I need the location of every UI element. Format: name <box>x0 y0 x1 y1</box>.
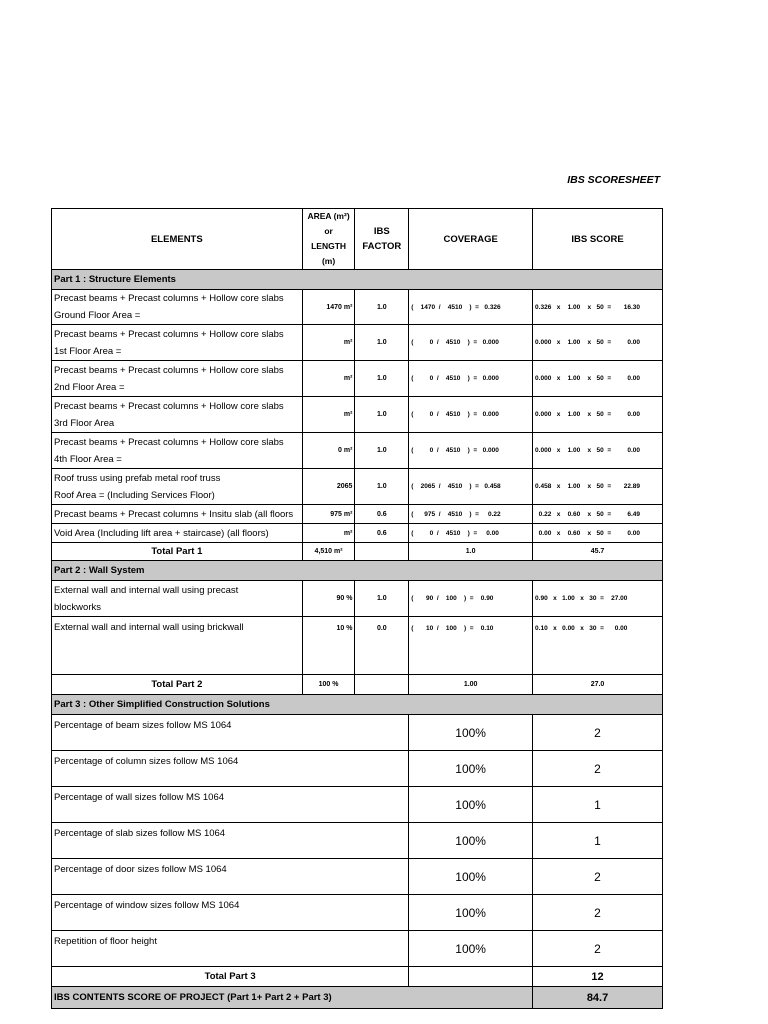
part1-heading <box>52 270 663 290</box>
element-line1: Precast beams + Precast columns + Hollow core slabs <box>54 436 284 448</box>
coverage-cell: 100% <box>409 895 533 931</box>
total-part2-factor <box>355 675 409 695</box>
ibs-scoresheet-table <box>51 208 663 1009</box>
coverage-cell: 100% <box>409 859 533 895</box>
final-score-row <box>52 987 663 1009</box>
coverage-cell: ( 0 / 4510 ) = 0.00 <box>409 524 533 543</box>
factor-cell: 1.0 <box>355 361 409 397</box>
table-row <box>52 823 663 859</box>
total-part1-area: 4,510 m² <box>302 543 355 561</box>
coverage-cell: ( 0 / 4510 ) = 0.000 <box>409 361 533 397</box>
header-coverage: COVERAGE <box>409 209 533 270</box>
table-row <box>52 361 663 397</box>
total-part2-area: 100 % <box>302 675 355 695</box>
area-cell: 2065 <box>302 469 355 505</box>
total-part2-label: Total Part 2 <box>52 675 303 695</box>
area-cell: 1470 m² <box>302 290 355 325</box>
table-row <box>52 751 663 787</box>
element-line1: External wall and internal wall using precast <box>54 584 239 596</box>
total-part2-coverage: 1.00 <box>409 675 533 695</box>
element-cell <box>52 524 303 543</box>
header-factor-line1: IBS <box>373 226 390 237</box>
table-row <box>52 581 663 617</box>
score-cell: 1 <box>533 787 663 823</box>
total-part3-label: Total Part 3 <box>52 967 409 987</box>
element-cell <box>52 581 303 617</box>
total-part1-row <box>52 543 663 561</box>
element-cell <box>52 397 303 433</box>
coverage-cell: ( 975 / 4510 ) = 0.22 <box>409 505 533 524</box>
element-line2: 2nd Floor Area = <box>54 381 125 393</box>
element-line1: Void Area (Including lift area + staircase) (all floors) <box>54 527 269 539</box>
table-row <box>52 715 663 751</box>
factor-cell: 0.6 <box>355 524 409 543</box>
element-cell: Percentage of slab sizes follow MS 1064 <box>52 823 409 859</box>
coverage-cell: 100% <box>409 931 533 967</box>
element-cell: Percentage of wall sizes follow MS 1064 <box>52 787 409 823</box>
factor-cell: 1.0 <box>355 290 409 325</box>
coverage-cell: 100% <box>409 823 533 859</box>
header-score: IBS SCORE <box>533 209 663 270</box>
element-line2: 4th Floor Area = <box>54 453 122 465</box>
score-cell: 0.000 x 1.00 x 50 = 0.00 <box>533 433 663 469</box>
coverage-cell: 100% <box>409 787 533 823</box>
coverage-cell: ( 2065 / 4510 ) = 0.458 <box>409 469 533 505</box>
element-cell <box>52 290 303 325</box>
area-cell: m² <box>302 325 355 361</box>
element-line2: 1st Floor Area = <box>54 345 122 357</box>
area-cell: 975 m² <box>302 505 355 524</box>
coverage-cell: ( 1470 / 4510 ) = 0.326 <box>409 290 533 325</box>
total-part1-factor <box>355 543 409 561</box>
header-factor-line2: FACTOR <box>362 241 402 252</box>
score-cell: 0.22 x 0.60 x 50 = 6.49 <box>533 505 663 524</box>
table-row <box>52 469 663 505</box>
factor-cell: 1.0 <box>355 433 409 469</box>
score-cell: 0.326 x 1.00 x 50 = 16.30 <box>533 290 663 325</box>
table-body <box>52 209 663 1009</box>
total-part2-row <box>52 675 663 695</box>
table-row <box>52 787 663 823</box>
header-row <box>52 209 663 270</box>
table-row <box>52 617 663 675</box>
coverage-cell: 100% <box>409 715 533 751</box>
element-cell <box>52 433 303 469</box>
table-row <box>52 325 663 361</box>
element-line1: Precast beams + Precast columns + Insitu slab (all floors <box>54 508 294 520</box>
factor-cell: 1.0 <box>355 581 409 617</box>
element-cell <box>52 617 303 675</box>
total-part2-score: 27.0 <box>533 675 663 695</box>
element-cell <box>52 469 303 505</box>
element-cell: Percentage of door sizes follow MS 1064 <box>52 859 409 895</box>
table-row <box>52 859 663 895</box>
part2-heading <box>52 561 663 581</box>
table-row <box>52 397 663 433</box>
part2-heading-label: Part 2 : Wall System <box>52 561 663 581</box>
total-part3-row <box>52 967 663 987</box>
header-elements: ELEMENTS <box>52 209 303 270</box>
total-part3-coverage <box>409 967 533 987</box>
header-factor <box>355 209 409 270</box>
element-cell <box>52 505 303 524</box>
factor-cell: 0.0 <box>355 617 409 675</box>
element-line1: Precast beams + Precast columns + Hollow core slabs <box>54 293 284 304</box>
coverage-cell: ( 0 / 4510 ) = 0.000 <box>409 325 533 361</box>
score-cell: 2 <box>533 715 663 751</box>
score-cell: 0.458 x 1.00 x 50 = 22.89 <box>533 469 663 505</box>
total-part3-score: 12 <box>533 967 663 987</box>
element-cell: Percentage of column sizes follow MS 1064 <box>52 751 409 787</box>
score-cell: 0.000 x 1.00 x 50 = 0.00 <box>533 397 663 433</box>
score-cell: 0.00 x 0.60 x 50 = 0.00 <box>533 524 663 543</box>
final-score-value: 84.7 <box>533 987 663 1009</box>
table-row <box>52 290 663 325</box>
area-cell: m² <box>302 361 355 397</box>
part3-heading-label: Part 3 : Other Simplified Construction Solutions <box>52 695 663 715</box>
score-cell: 2 <box>533 895 663 931</box>
element-line1: Precast beams + Precast columns + Hollow core slabs <box>54 328 284 340</box>
score-cell: 2 <box>533 751 663 787</box>
total-part1-coverage: 1.0 <box>409 543 533 561</box>
coverage-cell: ( 10 / 100 ) = 0.10 <box>409 617 533 675</box>
element-line2: Ground Floor Area = <box>54 310 141 321</box>
table-row <box>52 524 663 543</box>
coverage-cell: 100% <box>409 751 533 787</box>
table-row <box>52 433 663 469</box>
table-row <box>52 931 663 967</box>
table-row <box>52 895 663 931</box>
score-cell: 0.90 x 1.00 x 30 = 27.00 <box>533 581 663 617</box>
element-cell <box>52 361 303 397</box>
area-cell: m² <box>302 524 355 543</box>
element-cell: Percentage of window sizes follow MS 1064 <box>52 895 409 931</box>
element-cell <box>52 325 303 361</box>
score-cell: 2 <box>533 931 663 967</box>
score-cell: 1 <box>533 823 663 859</box>
area-cell: m² <box>302 397 355 433</box>
coverage-cell: ( 0 / 4510 ) = 0.000 <box>409 397 533 433</box>
header-area <box>302 209 355 270</box>
area-cell: 0 m² <box>302 433 355 469</box>
score-cell: 0.000 x 1.00 x 50 = 0.00 <box>533 325 663 361</box>
element-line2: Roof Area = (Including Services Floor) <box>54 489 215 501</box>
factor-cell: 1.0 <box>355 469 409 505</box>
element-cell: Percentage of beam sizes follow MS 1064 <box>52 715 409 751</box>
sheet-title: IBS SCORESHEET <box>567 174 660 186</box>
element-cell: Repetition of floor height <box>52 931 409 967</box>
header-area-line1: AREA (m²) <box>307 211 350 221</box>
score-cell: 2 <box>533 859 663 895</box>
part3-heading <box>52 695 663 715</box>
header-area-line2: or <box>324 226 333 236</box>
final-score-label: IBS CONTENTS SCORE OF PROJECT (Part 1+ Part 2 + Part 3) <box>52 987 533 1009</box>
factor-cell: 0.6 <box>355 505 409 524</box>
coverage-cell: ( 90 / 100 ) = 0.90 <box>409 581 533 617</box>
area-cell: 10 % <box>302 617 355 675</box>
score-cell: 0.000 x 1.00 x 50 = 0.00 <box>533 361 663 397</box>
factor-cell: 1.0 <box>355 397 409 433</box>
score-cell: 0.10 x 0.00 x 30 = 0.00 <box>533 617 663 675</box>
element-line1: Precast beams + Precast columns + Hollow core slabs <box>54 400 284 412</box>
table-row <box>52 505 663 524</box>
element-line2: 3rd Floor Area <box>54 417 115 429</box>
total-part1-score: 45.7 <box>533 543 663 561</box>
coverage-cell: ( 0 / 4510 ) = 0.000 <box>409 433 533 469</box>
element-line2: blockworks <box>54 601 101 613</box>
element-line1: External wall and internal wall using brickwall <box>54 622 244 633</box>
header-area-line3: LENGTH (m) <box>311 241 347 266</box>
part1-heading-label: Part 1 : Structure Elements <box>52 270 663 290</box>
area-cell: 90 % <box>302 581 355 617</box>
factor-cell: 1.0 <box>355 325 409 361</box>
total-part1-label: Total Part 1 <box>52 543 303 561</box>
element-line1: Roof truss using prefab metal roof truss <box>54 472 221 484</box>
element-line1: Precast beams + Precast columns + Hollow core slabs <box>54 364 284 376</box>
